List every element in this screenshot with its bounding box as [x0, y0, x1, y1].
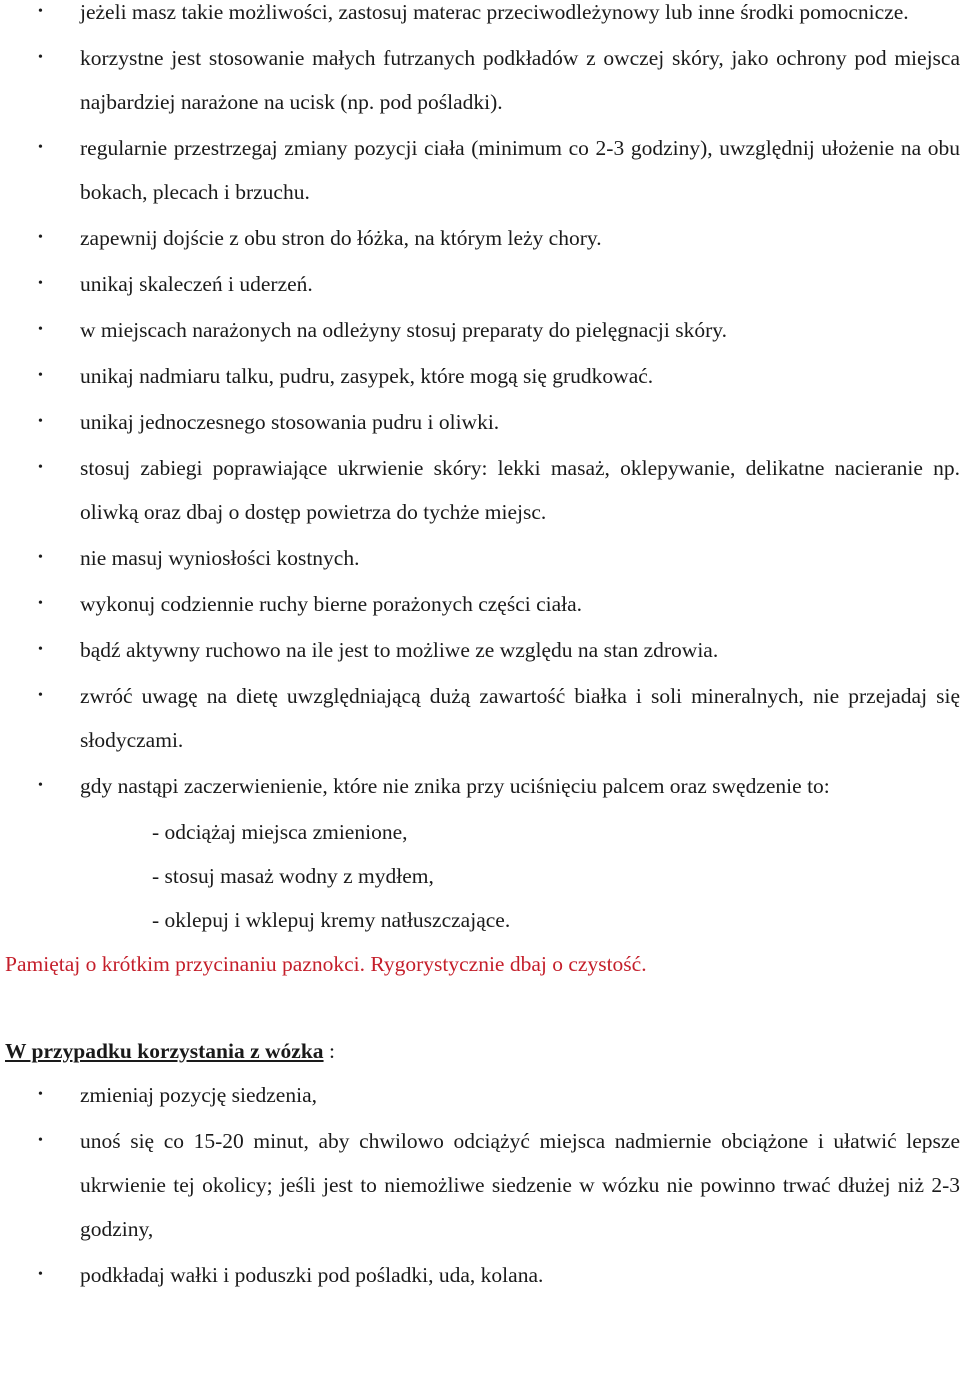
wheelchair-tips-list [0, 1073, 960, 1297]
bullet-icon: • [38, 1087, 43, 1102]
bullet-icon: • [38, 368, 43, 383]
bullet-icon: • [38, 688, 43, 703]
bullet-icon: • [38, 778, 43, 793]
bullet-icon: • [38, 50, 43, 65]
list-item: • gdy nastąpi zaczerwienienie, które nie znika przy uciśnięciu palcem oraz swędzenie to: [0, 764, 960, 808]
list-item: • korzystne jest stosowanie małych futrzanych podkładów z owczej skóry, jako ochrony pod miejsca najbardziej narażone na ucisk (np. pod pośladki). [0, 36, 960, 124]
list-item: • unikaj skaleczeń i uderzeń. [0, 262, 960, 306]
bullet-icon: • [38, 1267, 43, 1282]
bullet-icon: • [38, 140, 43, 155]
list-item: • w miejscach narażonych na odleżyny stosuj preparaty do pielęgnacji skóry. [0, 308, 960, 352]
list-item: • unoś się co 15-20 minut, aby chwilowo odciążyć miejsca nadmiernie obciążone i ułatwić lepsze ukrwienie tej okolicy; jeśli jest to niemożliwe siedzenie w wózku nie powinno trwać dłużej niż 2-3 godziny, [0, 1119, 960, 1251]
list-item: • jeżeli masz takie możliwości, zastosuj materac przeciwodleżynowy lub inne środki pomocnicze. [0, 0, 960, 34]
bullet-icon: • [38, 550, 43, 565]
sublist-item: - oklepuj i wklepuj kremy natłuszczające. [152, 908, 511, 932]
list-item: • regularnie przestrzegaj zmiany pozycji ciała (minimum co 2-3 godziny), uwzględnij ułożenie na obu bokach, plecach i brzuchu. [0, 126, 960, 214]
list-item: • zapewnij dojście z obu stron do łóżka, na którym leży chory. [0, 216, 960, 260]
sublist-item: - stosuj masaż wodny z mydłem, [152, 864, 434, 888]
list-item: • stosuj zabiegi poprawiające ukrwienie skóry: lekki masaż, oklepywanie, delikatne nacieranie np. oliwką oraz dbaj o dostęp powietrza do tychże miejsc. [0, 446, 960, 534]
heading-suffix: : [323, 1039, 335, 1063]
bullet-icon: • [38, 276, 43, 291]
list-item: • zmieniaj pozycję siedzenia, [0, 1073, 960, 1117]
list-item: • nie masuj wyniosłości kostnych. [0, 536, 960, 580]
list-item: • zwróć uwagę na dietę uwzględniającą dużą zawartość białka i soli mineralnych, nie przejadaj się słodyczami. [0, 674, 960, 762]
sublist-item: - odciążaj miejsca zmienione, [152, 820, 408, 844]
bullet-icon: • [38, 414, 43, 429]
list-item: • wykonuj codziennie ruchy bierne porażonych części ciała. [0, 582, 960, 626]
bullet-icon: • [38, 4, 43, 19]
bullet-icon: • [38, 230, 43, 245]
wheelchair-heading [0, 1029, 960, 1073]
list-item: • podkładaj wałki i poduszki pod pośladki, uda, kolana. [0, 1253, 960, 1297]
bullet-icon: • [38, 596, 43, 611]
list-item: • bądź aktywny ruchowo na ile jest to możliwe ze względu na stan zdrowia. [0, 628, 960, 672]
list-item: • unikaj nadmiaru talku, pudru, zasypek, które mogą się grudkować. [0, 354, 960, 398]
list-item: • unikaj jednoczesnego stosowania pudru i oliwki. [0, 400, 960, 444]
bullet-icon: • [38, 322, 43, 337]
bullet-icon: • [38, 1133, 43, 1148]
hygiene-reminder: Pamiętaj o krótkim przycinaniu paznokci. Rygorystycznie dbaj o czystość. [5, 952, 647, 976]
bullet-icon: • [38, 460, 43, 475]
bullet-icon: • [38, 642, 43, 657]
wheelchair-heading-text: W przypadku korzystania z wózka [5, 1039, 324, 1063]
